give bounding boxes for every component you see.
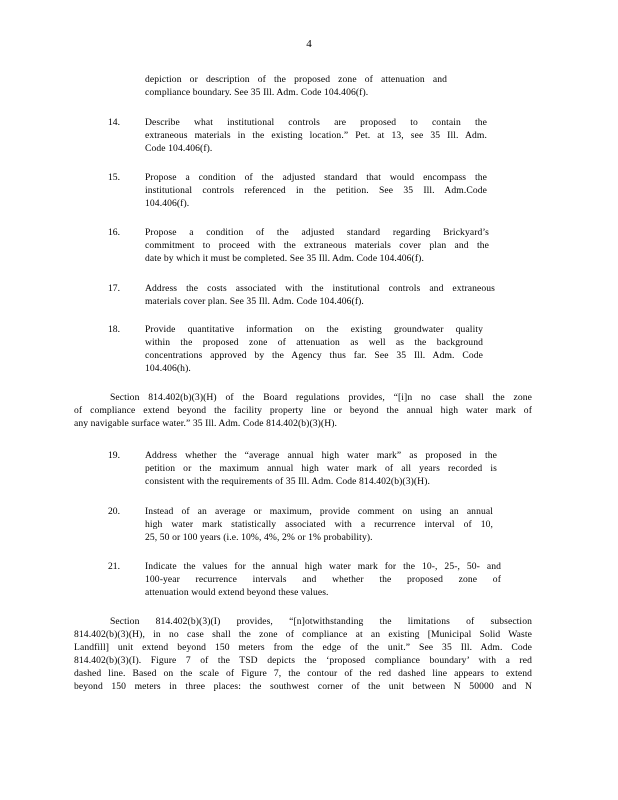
text-line: Instead of an average or maximum, provide comment on using an annual bbox=[145, 506, 493, 517]
text-line: compliance boundary. See 35 Ill. Adm. Code 104.406(f). bbox=[145, 87, 369, 98]
item-number: 19. bbox=[108, 450, 120, 461]
item-number: 21. bbox=[108, 561, 120, 572]
text-line: Propose a condition of the adjusted standard regarding Brickyard’s bbox=[145, 227, 489, 238]
text-line: depiction or description of the proposed zone of attenuation and bbox=[145, 74, 447, 85]
text-line: commitment to proceed with the extraneous materials cover plan and the bbox=[145, 240, 489, 251]
text-line: materials cover plan. See 35 Ill. Adm. Code 104.406(f). bbox=[145, 296, 364, 307]
text-line: Section 814.402(b)(3)(I) provides, “[n]otwithstanding the limitations of subsection bbox=[110, 616, 532, 627]
text-line: attenuation would extend beyond these values. bbox=[145, 587, 329, 598]
text-line: 814.402(b)(3)(I). Figure 7 of the TSD depicts the ‘proposed compliance boundary’ with a red bbox=[74, 655, 532, 666]
list-item bbox=[145, 226, 489, 265]
text-line: dashed line. Based on the scale of Figure 7, the contour of the red dashed line appears to extend bbox=[74, 668, 532, 679]
item-number: 17. bbox=[108, 283, 120, 294]
text-line: 104.406(f). bbox=[145, 198, 190, 209]
list-item bbox=[145, 282, 495, 308]
text-line: beyond 150 meters in three places: the southwest corner of the unit between N 50000 and N bbox=[74, 681, 532, 692]
list-item bbox=[145, 560, 501, 599]
page-number: 4 bbox=[306, 38, 312, 50]
text-line: Indicate the values for the annual high water mark for the 10-, 25-, 50- and bbox=[145, 561, 501, 572]
list-item bbox=[145, 171, 487, 210]
text-line: 25, 50 or 100 years (i.e. 10%, 4%, 2% or 1% probability). bbox=[145, 532, 373, 543]
text-line: institutional controls referenced in the petition. See 35 Ill. Adm.Code bbox=[145, 185, 487, 196]
text-line: Propose a condition of the adjusted standard that would encompass the bbox=[145, 172, 487, 183]
text-line: 100-year recurrence intervals and whether the proposed zone of bbox=[145, 574, 501, 585]
text-line: concentrations approved by the Agency thus far. See 35 Ill. Adm. Code bbox=[145, 350, 483, 361]
text-line: Code 104.406(f). bbox=[145, 143, 213, 154]
text-line: extraneous materials in the existing location.” Pet. at 13, see 35 Ill. Adm. bbox=[145, 130, 487, 141]
item-number: 18. bbox=[108, 324, 120, 335]
text-line: Address the costs associated with the institutional controls and extraneous bbox=[145, 283, 495, 294]
body-paragraph bbox=[74, 615, 532, 693]
text-line: any navigable surface water.” 35 Ill. Adm. Code 814.402(b)(3)(H). bbox=[74, 418, 338, 429]
text-line: Describe what institutional controls are proposed to contain the bbox=[145, 117, 487, 128]
text-line: Address whether the “average annual high water mark” as proposed in the bbox=[145, 450, 497, 461]
text-line: petition or the maximum annual high water mark of all years recorded is bbox=[145, 463, 497, 474]
item-number: 16. bbox=[108, 227, 120, 238]
text-line: 104.406(h). bbox=[145, 363, 191, 374]
text-line: Section 814.402(b)(3)(H) of the Board regulations provides, “[i]n no case shall the zone bbox=[110, 392, 532, 403]
text-line: 814.402(b)(3)(H), in no case shall the zone of compliance at an existing [Municipal Solid Waste bbox=[74, 629, 532, 640]
text-line: Landfill] unit extend beyond 150 meters from the edge of the unit.” See 35 Ill. Adm. Code bbox=[74, 642, 532, 653]
item-number: 15. bbox=[108, 172, 120, 183]
list-item bbox=[145, 505, 493, 544]
text-line: high water mark statistically associated with a recurrence interval of 10, bbox=[145, 519, 493, 530]
continuation-text bbox=[145, 73, 447, 99]
item-number: 14. bbox=[108, 117, 120, 128]
body-paragraph bbox=[74, 391, 532, 430]
text-line: within the proposed zone of attenuation as well as the background bbox=[145, 337, 483, 348]
text-line: consistent with the requirements of 35 Ill. Adm. Code 814.402(b)(3)(H). bbox=[145, 476, 430, 487]
list-item bbox=[145, 323, 483, 375]
list-item bbox=[145, 449, 497, 488]
text-line: of compliance extend beyond the facility property line or beyond the annual high water mark of bbox=[74, 405, 532, 416]
list-item bbox=[145, 116, 487, 155]
text-line: date by which it must be completed. See 35 Ill. Adm. Code 104.406(f). bbox=[145, 253, 424, 264]
item-number: 20. bbox=[108, 506, 120, 517]
text-line: Provide quantitative information on the existing groundwater quality bbox=[145, 324, 483, 335]
